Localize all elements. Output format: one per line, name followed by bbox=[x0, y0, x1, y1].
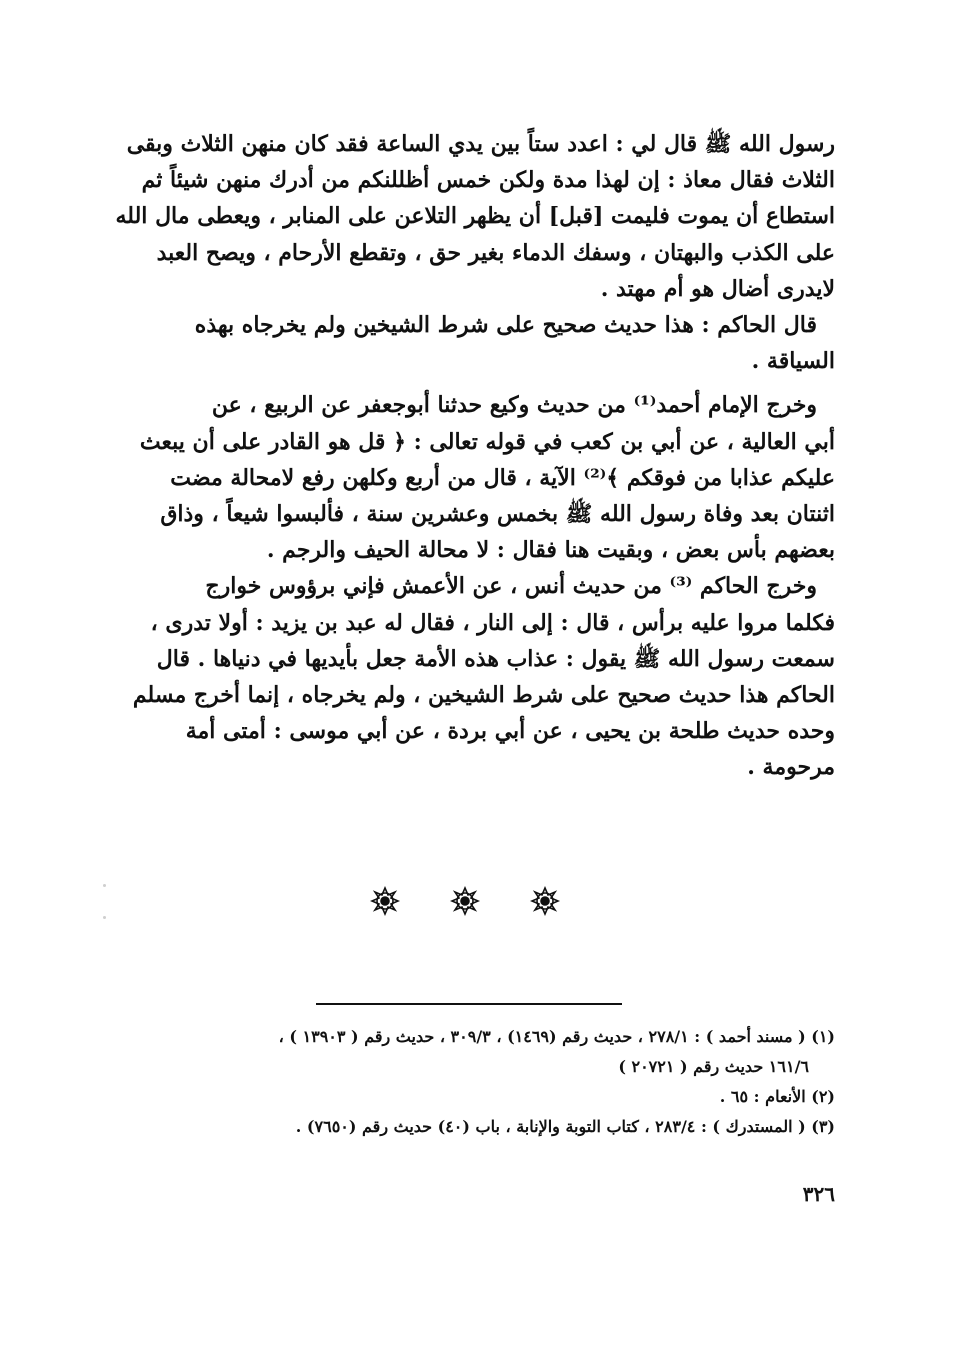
footnotes bbox=[95, 1022, 835, 1142]
text-line: السياقة . bbox=[751, 348, 835, 375]
footnote-1-continued: ١٦١/٦ حديث رقم ( ٢٠٧٢١ ) bbox=[618, 1057, 809, 1076]
text-line: رسول الله ﷺ قال لي : اعدد ستاً بين يدي الساعة فقد كان منهن الثلاث وبقى bbox=[126, 131, 835, 157]
footnote-3: (٣) ( المستدرك ) : ٢٨٣/٤ ، كتاب التوبة والإنابة ، باب (٤٠) حديث رقم (٧٦٥٠) . bbox=[295, 1117, 835, 1136]
text-line: وحده حديث طلحة بن يحيى ، عن أبي بردة ، عن أبي موسى : أمتى أمة bbox=[185, 718, 835, 745]
main-text bbox=[95, 126, 835, 786]
text-line: عليكم عذابا من فوقكم ﴾⁽²⁾ الآية ، قال من أربع وكلهن رفع لامحالة مضت bbox=[170, 464, 835, 491]
rosette-icon bbox=[450, 886, 480, 916]
text-line: بعضهم بأس بعض ، وبقيت هنا فقال : لا محالة الحيف والرجم . bbox=[266, 537, 835, 564]
text-line: وخرج الإمام أحمد⁽¹⁾ من حديث وكيع حدثنا أبوجعفر عن الربيع ، عن bbox=[211, 392, 817, 419]
text-line: استطاع أن يموت فليمت [قبل] أن يظهر التلاعن على المنابر ، ويعطى مال الله bbox=[115, 203, 835, 230]
text-line: سمعت رسول الله ﷺ يقول : عذاب هذه الأمة جعل بأيديها في دنياها . قال bbox=[156, 645, 835, 672]
text-line: مرحومة . bbox=[747, 754, 835, 781]
text-line: الثلاث فقال معاذ : إن لهذا مدة ولكن خمس أظللنكم من أدرك منهن شيئاً ثم bbox=[141, 167, 835, 194]
rosette-icon bbox=[530, 886, 560, 916]
text-line: قال الحاكم : هذا حديث صحيح على شرط الشيخين ولم يخرجاه بهذه bbox=[194, 312, 817, 339]
text-line: لايدرى أضال هو أم مهتد . bbox=[600, 275, 835, 302]
text-line: وخرج الحاكم ⁽³⁾ من حديث أنس ، عن الأعمش فإني برؤوس خوارج bbox=[205, 573, 817, 600]
text-line: على الكذب والبهتان ، وسفك الدماء بغير حق ، وتقطع الأرحام ، ويصح العبد bbox=[156, 239, 835, 266]
scan-speck bbox=[103, 916, 106, 919]
footnote-2: (٢) الأنعام : ٦٥ . bbox=[719, 1087, 835, 1106]
rosette-icon bbox=[370, 886, 400, 916]
text-line: الحاكم هذا حديث صحيح على شرط الشيخين ، ولم يخرجاه ، إنما أخرج مسلم bbox=[132, 682, 835, 709]
text-line: أبي العالية ، عن أبي بن كعب في قوله تعالى : ﴿ قل هو القادر على أن يبعث bbox=[139, 428, 835, 455]
text-line: اثنتان بعد وفاة رسول الله ﷺ بخمس وعشرين سنة ، فألبسوا شيعاً ، وذاق bbox=[160, 501, 835, 528]
footnote-1: (١) ( مسند أحمد ) : ٢٧٨/١ ، حديث رقم (١٤٦٩) ، ٣٠٩/٣ ، حديث رقم ( ١٣٩٠٣ ) ، bbox=[278, 1027, 835, 1046]
footnote-separator bbox=[316, 1003, 622, 1005]
scan-speck bbox=[103, 884, 106, 887]
text-line: فكلما مروا عليه برأس ، قال : إلى النار ، فقال له عبد بن يزيد : أولا تدرى ، bbox=[150, 609, 835, 636]
page-number: ٣٢٦ bbox=[802, 1182, 835, 1206]
section-divider-ornaments bbox=[370, 886, 560, 916]
